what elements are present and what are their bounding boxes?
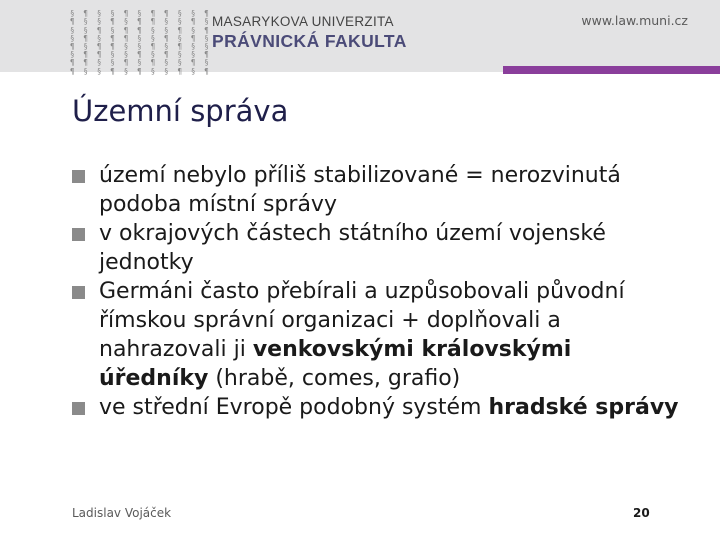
- bullet-text: ve střední Evropě podobný systém: [99, 395, 489, 420]
- page-number: 20: [633, 506, 650, 520]
- square-bullet-icon: [72, 402, 85, 415]
- header-accent-bar: [503, 66, 720, 74]
- square-bullet-icon: [72, 286, 85, 299]
- bullet-text-bold: venkovskými královskými úředníky: [99, 337, 572, 391]
- bullet-item: [72, 277, 682, 393]
- bullet-text: Germáni často přebírali a uzpůsobovali původní římskou správní organizaci + doplňovali a nahrazovali ji: [99, 279, 625, 362]
- bullet-item: [72, 219, 682, 277]
- bullet-list: [72, 161, 682, 422]
- website-link[interactable]: www.law.muni.cz: [581, 13, 688, 28]
- square-bullet-icon: [72, 228, 85, 241]
- bullet-text: (hrabě, comes, grafio): [208, 366, 461, 391]
- bullet-text: v okrajových částech státního území vojenské jednotky: [99, 221, 606, 275]
- square-bullet-icon: [72, 170, 85, 183]
- faculty-name: PRÁVNICKÁ FAKULTA: [212, 31, 407, 51]
- bullet-item: [72, 393, 682, 422]
- slide-title: Územní správa: [72, 94, 289, 128]
- bullet-item: [72, 161, 682, 219]
- footer-author: Ladislav Vojáček: [72, 506, 172, 520]
- university-logo-glyph-pattern: § ¶ § § ¶ § ¶ ¶ § § ¶ ¶ § § ¶ § ¶ ¶ § § ¶ § § § ¶ § ¶ ¶ § § ¶ § ¶ § ¶ § ¶ ¶ § § ¶ § ¶ § ¶ § ¶ ¶ § § ¶ § ¶ § § § ¶ ¶ § § ¶ § ¶ § § ¶ ¶ ¶ § § ¶ § ¶ § § ¶ § ¶ § § ¶ § ¶ § § ¶ § ¶: [70, 9, 212, 76]
- bullet-text-bold: hradské správy: [488, 395, 679, 420]
- bullet-text: území nebylo příliš stabilizované = nerozvinutá podoba místní správy: [99, 163, 621, 217]
- university-name: MASARYKOVA UNIVERZITA: [212, 14, 394, 29]
